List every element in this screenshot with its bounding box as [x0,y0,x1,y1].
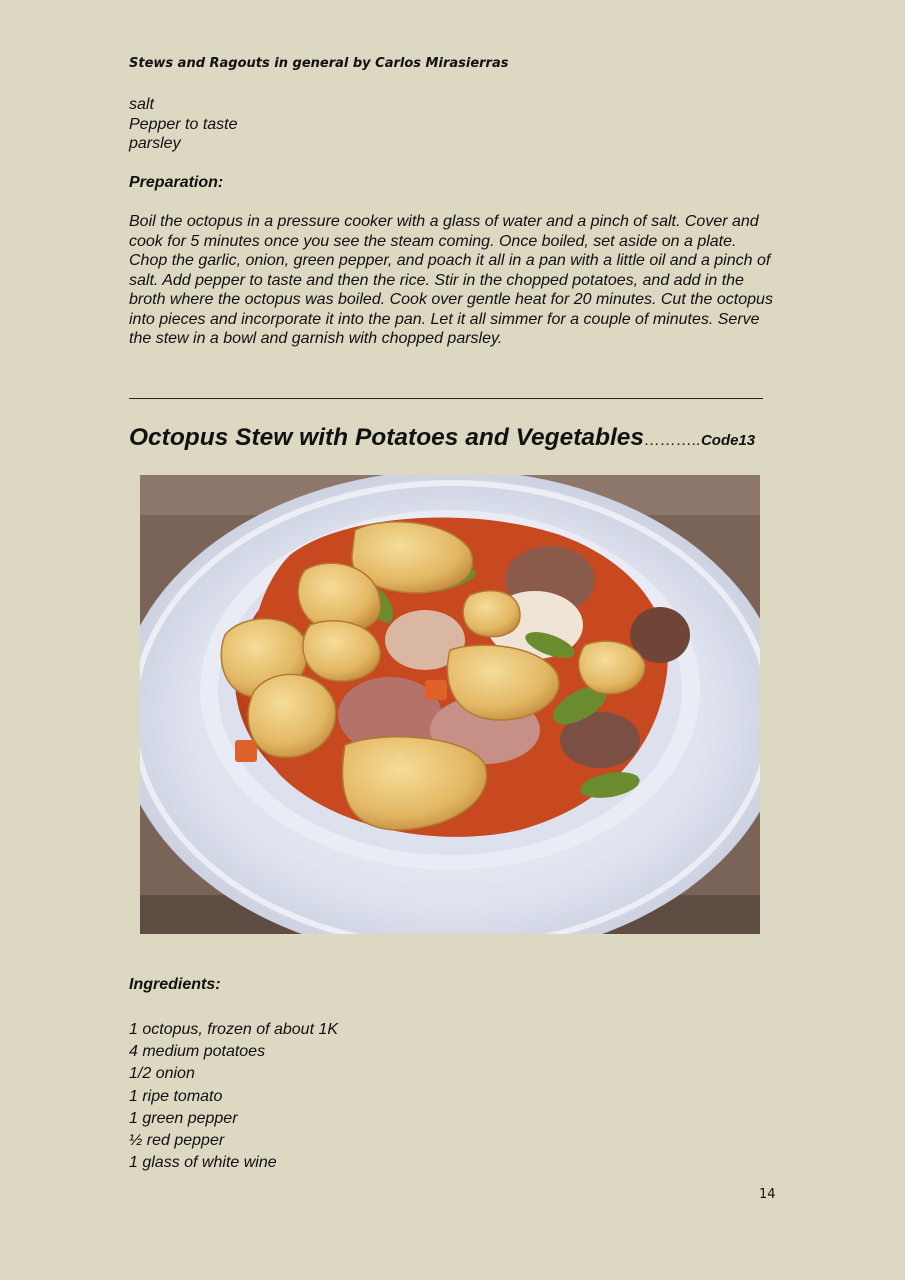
page-number: 14 [759,1187,776,1202]
preparation-paragraph: Boil the octopus in a pressure cooker with a glass of water and a pinch of salt. Cover and cook for 5 minutes once you see the steam coming. Once boiled, set aside on a plate. [129,213,759,250]
ingredient-line: salt [129,96,154,113]
title-leader-dots: ……….. [644,432,701,449]
recipe-photo [140,475,760,934]
ingredient-line: Pepper to taste [129,115,238,133]
preparation-text [129,212,779,349]
recipe-title-text: Octopus Stew with Potatoes and Vegetables [129,424,645,451]
ingredient-item: ½ red pepper [129,1131,225,1149]
preparation-paragraph: Chop the garlic, onion, green pepper, and poach it all in a pan with a little oil and a pinch of salt. Add pepper to taste and then the rice. Stir in the chopped potatoes, and add in the broth where the octopus was boiled. Cook over gentle heat for 20 minutes. Cut the octopus into pieces and incorporate it into the pan. Let it all simmer for a couple of minutes. Serve the stew in a bowl and garnish with chopped parsley. [129,252,773,347]
ingredient-item: 1 ripe tomato [129,1087,223,1105]
ingredient-item: 1 green pepper [129,1109,238,1127]
ingredient-item: 1/2 onion [129,1065,195,1083]
page-header: Stews and Ragouts in general by Carlos Mirasierras [129,56,509,71]
ingredient-item: 1 glass of white wine [129,1154,277,1172]
ingredient-line: parsley [129,135,181,152]
recipe-title [129,424,755,452]
recipe-code: Code13 [700,432,756,449]
ingredients-heading: Ingredients: [129,976,221,993]
preparation-heading: Preparation: [129,174,224,191]
ingredient-item: 1 octopus, frozen of about 1K [129,1021,339,1038]
previous-ingredients-list [129,95,779,154]
section-separator [129,398,763,399]
ingredients-list [129,1019,338,1174]
ingredient-item: 4 medium potatoes [129,1043,266,1061]
